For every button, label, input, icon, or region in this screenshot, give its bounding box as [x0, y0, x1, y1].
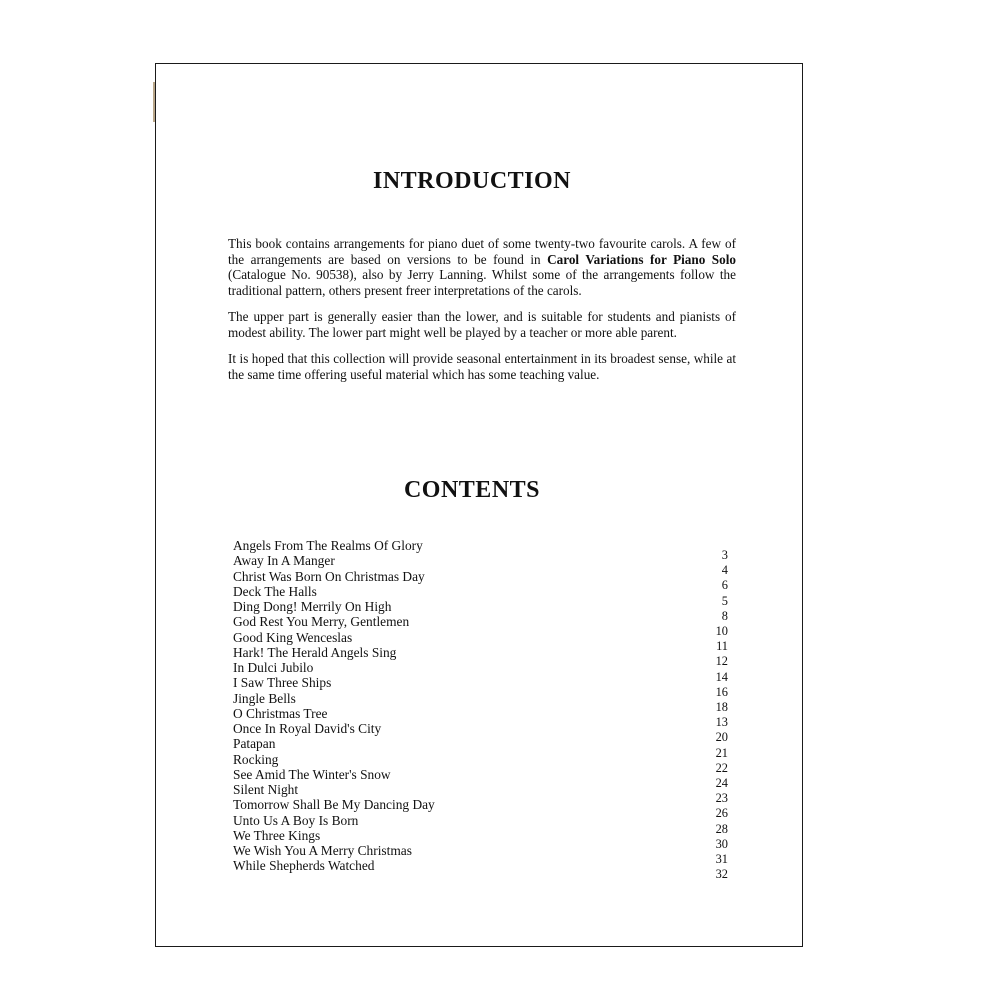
contents-entry-title: Angels From The Realms Of Glory [233, 538, 423, 553]
introduction-paragraph-1-text-b: (Catalogue No. 90538), also by Jerry Lanning. Whilst some of the arrangements follow the traditional pattern, others present freer interpretations of the carols. [228, 267, 736, 298]
introduction-paragraph-1-text-a: This book contains arrangements for piano duet of some twenty-two favourite carols. A few of the arrangements are based on versions to be found in [228, 236, 736, 267]
contents-entry-page-number: 3 [721, 548, 728, 562]
contents-entry-title: Patapan [233, 736, 276, 752]
contents-entry-title: Deck The Halls [233, 583, 317, 599]
introduction-body [228, 236, 736, 393]
contents-entry-page-number: 18 [715, 700, 728, 715]
contents-entry-title: Tomorrow Shall Be My Dancing Day [233, 797, 435, 813]
contents-entry-page-number: 13 [715, 715, 728, 730]
contents-entry-title: Ding Dong! Merrily On High [233, 599, 392, 614]
contents-entry-page-number: 11 [716, 639, 728, 654]
contents-entry-title: I Saw Three Ships [233, 675, 332, 691]
contents-entry-page-number: 28 [715, 821, 728, 836]
contents-entry-title: We Three Kings [233, 827, 321, 843]
contents-entry-page-number: 30 [715, 836, 728, 851]
contents-entry-title: Hark! The Herald Angels Sing [233, 644, 397, 660]
contents-entry-title: Unto Us A Boy Is Born [233, 812, 359, 828]
contents-entry-title: Away In A Manger [233, 553, 335, 569]
contents-entry-page-number: 21 [715, 745, 728, 760]
contents-entry-title: O Christmas Tree [233, 705, 328, 721]
contents-entry-title: We Wish You A Merry Christmas [233, 843, 412, 858]
introduction-paragraph-2: The upper part is generally easier than the lower, and is suitable for students and pianists of modest ability. The lower part might well be played by a teacher or more able parent. [228, 309, 736, 340]
contents-entry-page-number: 32 [715, 867, 728, 882]
contents-entry-title: Good King Wenceslas [233, 629, 353, 645]
contents-entry-page-number: 23 [715, 791, 728, 806]
contents-entry-title: Silent Night [233, 782, 299, 797]
contents-entry-page-number: 31 [715, 852, 728, 867]
contents-entry-page-number: 20 [715, 730, 728, 745]
contents-entry-page-number: 6 [721, 578, 728, 593]
contents-page-column [676, 548, 728, 882]
contents-entry-title: Jingle Bells [233, 690, 296, 706]
introduction-paragraph-3: It is hoped that this collection will provide seasonal entertainment in its broadest sense, while at the same time offering useful material which has some teaching value. [228, 351, 736, 382]
contents-entry-page-number: 24 [715, 776, 728, 791]
contents-entry-page-number: 22 [715, 760, 728, 775]
contents-entry-page-number: 8 [721, 608, 728, 623]
contents-entry-title: In Dulci Jubilo [233, 660, 314, 675]
contents-entry-title: While Shepherds Watched [233, 858, 375, 874]
contents-entry-title: See Amid The Winter's Snow [233, 766, 391, 782]
contents-entry-page-number: 12 [715, 654, 728, 669]
contents-entry-title: God Rest You Merry, Gentlemen [233, 614, 410, 630]
contents-entry-page-number: 14 [715, 669, 728, 684]
contents-entry-page-number: 4 [721, 563, 728, 578]
contents-title-column [233, 538, 593, 874]
contents-entry-title: Rocking [233, 751, 279, 767]
contents-entry-title: Christ Was Born On Christmas Day [233, 568, 425, 584]
book-reference-title: Carol Variations for Piano Solo [547, 251, 736, 267]
contents-entry-page-number: 5 [721, 593, 728, 608]
introduction-heading: INTRODUCTION [372, 168, 572, 194]
contents-entry-page-number: 16 [715, 684, 728, 699]
contents-entry-page-number: 10 [715, 624, 728, 639]
document-page [155, 63, 803, 947]
contents-entry-title: Once In Royal David's City [233, 721, 382, 736]
introduction-paragraph-1 [228, 236, 736, 298]
contents-entry-page-number: 26 [715, 806, 728, 821]
contents-heading: CONTENTS [403, 477, 541, 503]
